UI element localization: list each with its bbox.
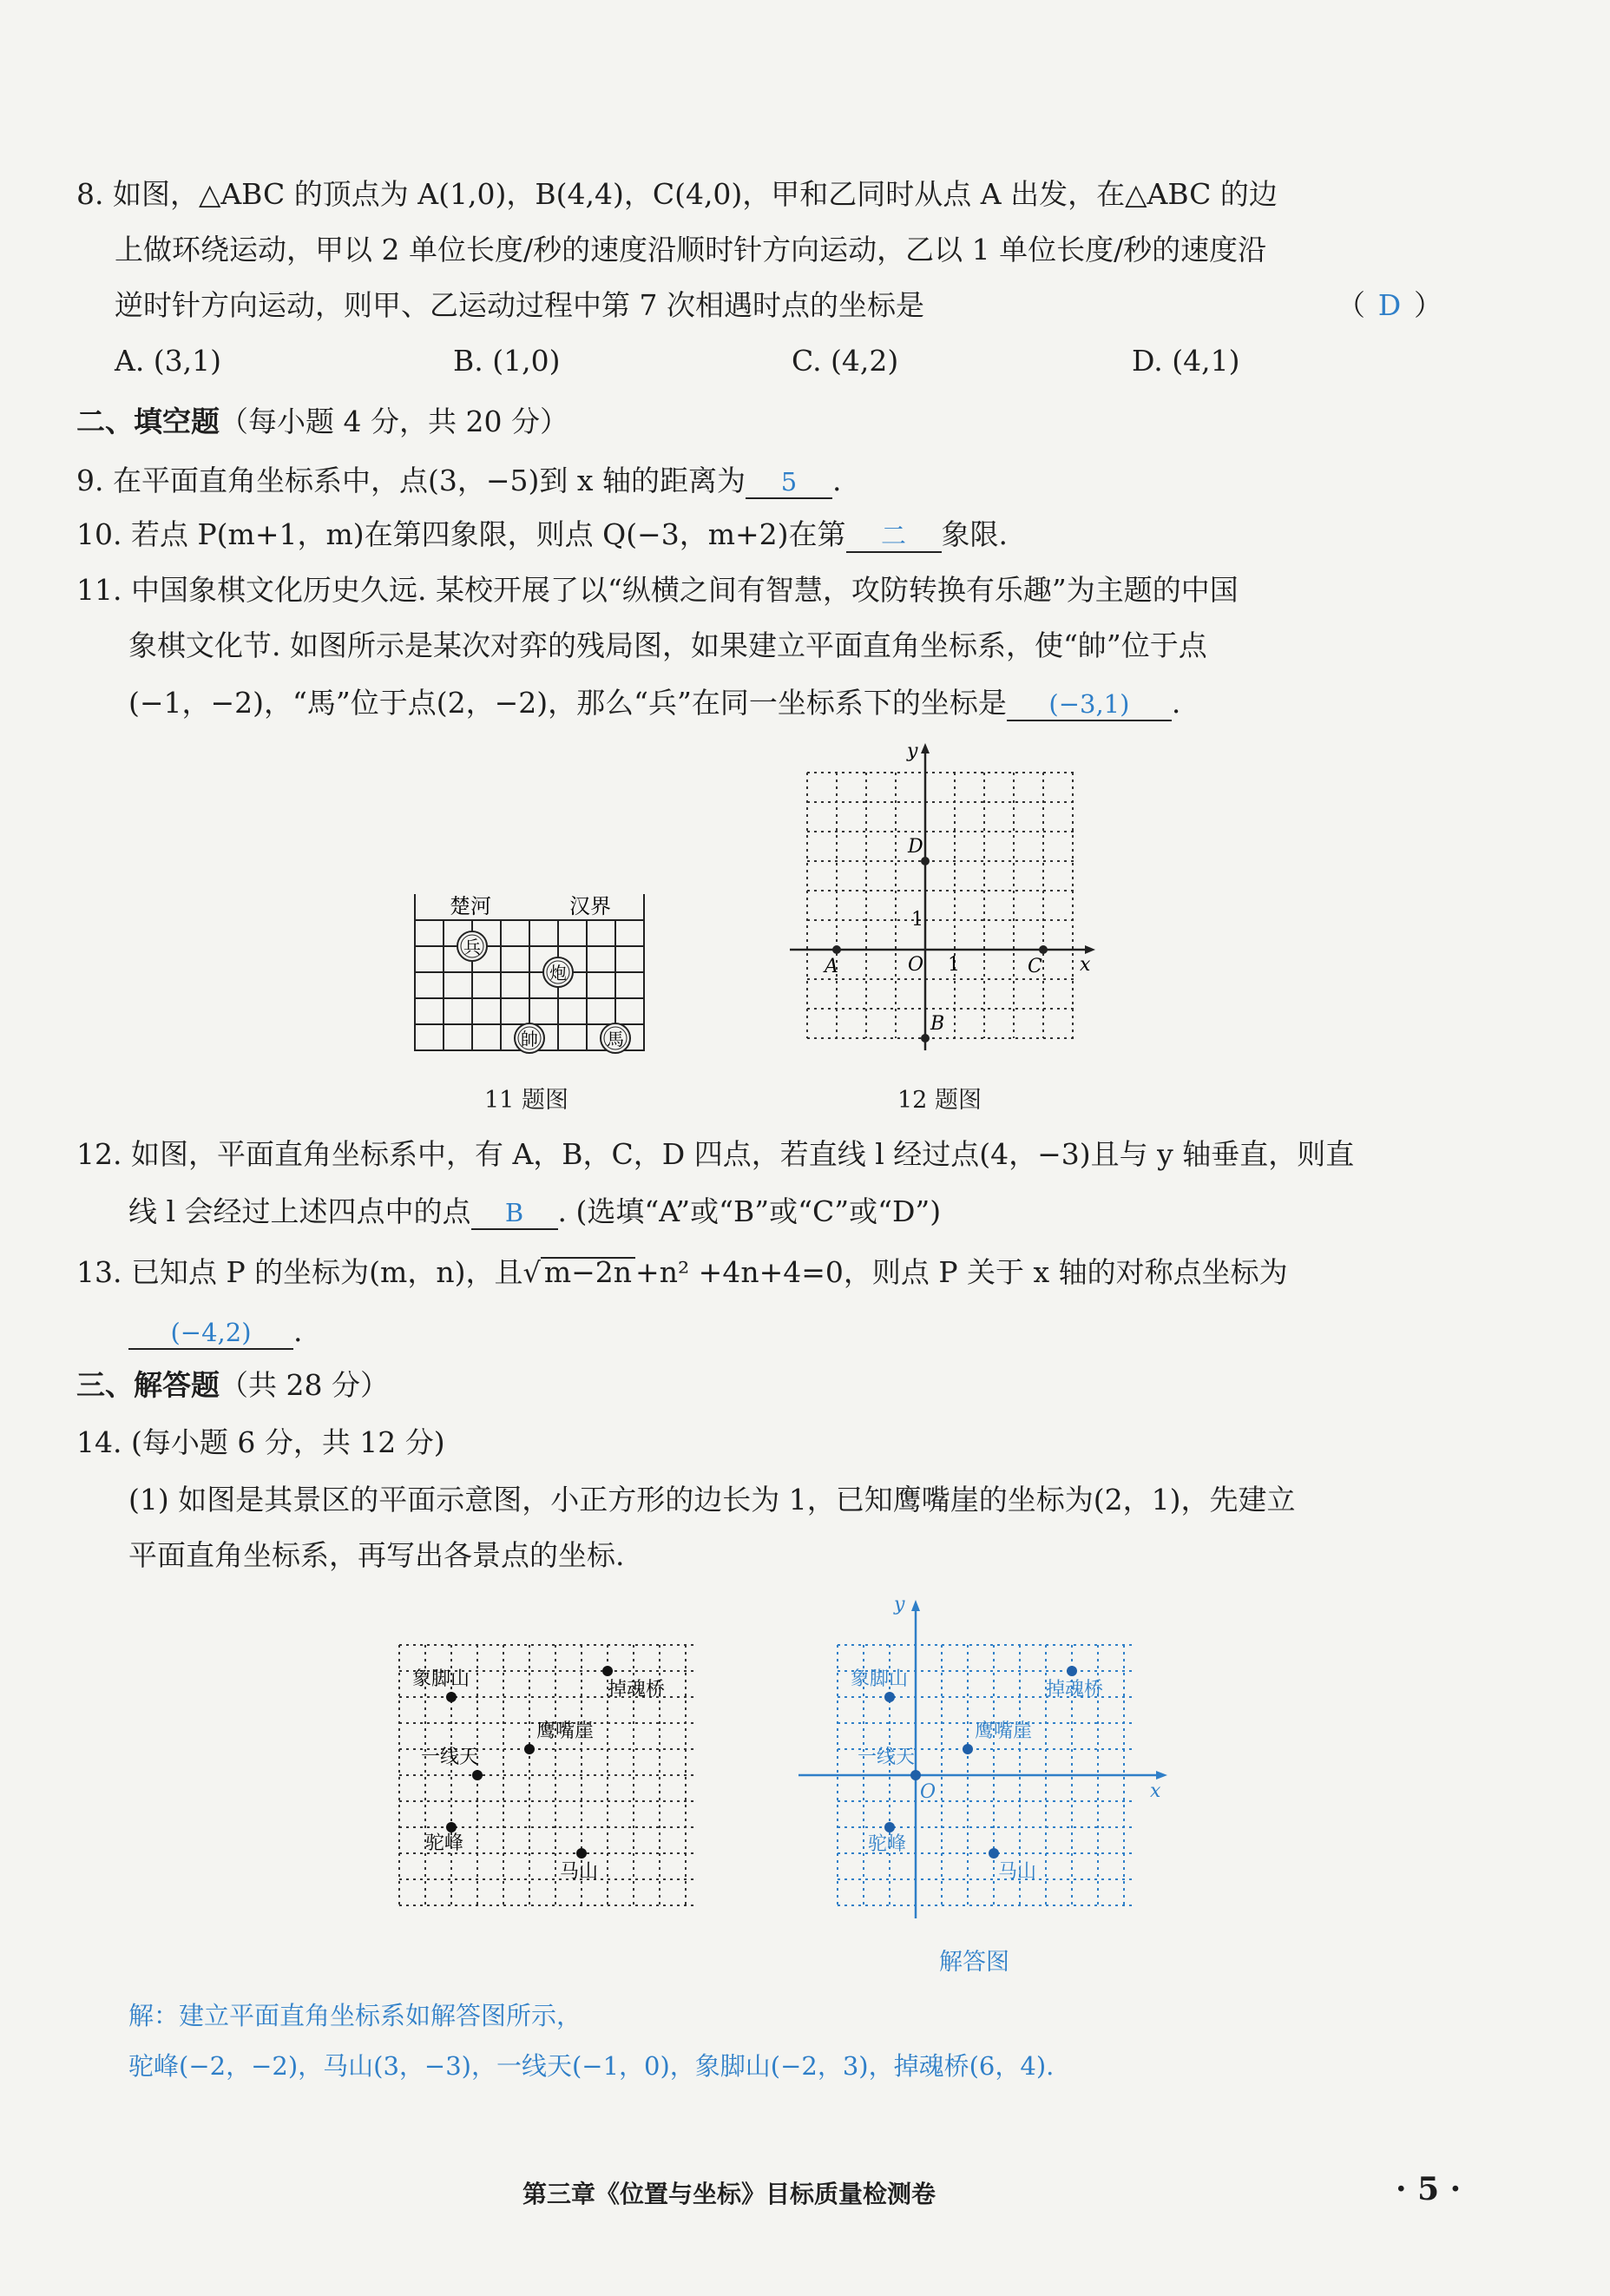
section2-title: 二、填空题 bbox=[76, 405, 220, 438]
q11-line2: 象棋文化节. 如图所示是某次对弈的残局图，如果建立平面直角坐标系，使“帥”位于点 bbox=[128, 628, 1207, 662]
q12-answer: B bbox=[471, 1197, 558, 1230]
q10-end: 象限. bbox=[941, 517, 1009, 551]
q13-text-b: +n² +4n+4=0，则点 P 关于 x 轴的对称点坐标为 bbox=[635, 1255, 1288, 1289]
scenic-yingzui: 鹰嘴崖 bbox=[536, 1720, 595, 1742]
svg-text:炮: 炮 bbox=[549, 963, 567, 984]
answer-yingzui: 鹰嘴崖 bbox=[975, 1720, 1033, 1742]
fig12-point-c bbox=[1039, 945, 1048, 954]
q11-end: . bbox=[1171, 686, 1181, 720]
section2-heading bbox=[76, 405, 568, 439]
fig11-piece-shuai bbox=[515, 1023, 544, 1053]
answer-y-label: y bbox=[894, 1594, 905, 1615]
answer-origin-label: O bbox=[920, 1781, 936, 1803]
q8-option-a: A. (3,1) bbox=[115, 344, 222, 378]
scenic-xiangjiao: 象脚山 bbox=[412, 1668, 470, 1690]
fig11-river-right: 汉界 bbox=[569, 894, 611, 918]
q11-line3-text: (−1，−2)，“馬”位于点(2，−2)，那么“兵”在同一坐标系下的坐标是 bbox=[128, 686, 1007, 720]
q13-line1: 13. 已知点 P 的坐标为(m，n)，且√ m−2n +n² +4n+4=0，则点 P 关于 x 轴的对称点坐标为 bbox=[76, 1255, 1288, 1289]
q8-paren-open: （ bbox=[1337, 288, 1365, 322]
fig12-label-d: D bbox=[908, 836, 923, 858]
scenic-tuofeng-dot bbox=[446, 1822, 457, 1832]
fig11-river-left: 楚河 bbox=[450, 894, 491, 918]
answer-tuofeng-dot bbox=[884, 1822, 895, 1832]
q9-text: 9. 在平面直角坐标系中，点(3，−5)到 x 轴的距离为 bbox=[76, 464, 746, 497]
fig12-origin-label: O bbox=[908, 954, 924, 976]
svg-text:馬: 馬 bbox=[607, 1029, 624, 1049]
fig11-piece-ma bbox=[601, 1023, 630, 1053]
answer-tuofeng: 驼峰 bbox=[868, 1833, 907, 1855]
scenic-mashan: 马山 bbox=[560, 1861, 599, 1883]
answer-yixian: 一线天 bbox=[858, 1747, 916, 1768]
fig12-caption: 12 题图 bbox=[897, 1087, 982, 1114]
section3-note: （共 28 分） bbox=[220, 1368, 389, 1402]
answer-diaohun-dot bbox=[1067, 1666, 1077, 1676]
q13-text-a: 13. 已知点 P 的坐标为(m，n)，且 bbox=[76, 1255, 523, 1289]
scenic-yingzui-dot bbox=[524, 1744, 535, 1754]
scenic-mashan-dot bbox=[576, 1848, 587, 1859]
fig11-piece-bing bbox=[457, 931, 487, 961]
solution-line2: 驼峰(−2，−2)，马山(3，−3)，一线天(−1，0)，象脚山(−2，3)，掉魂桥(6，4). bbox=[128, 2051, 1055, 2081]
answer-yingzui-dot bbox=[963, 1744, 973, 1754]
fig11-chessboard bbox=[408, 877, 660, 1068]
q14-line1: (1) 如图是其景区的平面示意图，小正方形的边长为 1，已知鹰嘴崖的坐标为(2，1)，先建立 bbox=[128, 1483, 1296, 1516]
svg-text:兵: 兵 bbox=[463, 937, 481, 957]
q8-line2: 上做环绕运动，甲以 2 单位长度/秒的速度沿顺时针方向运动，乙以 1 单位长度/秒的速度沿 bbox=[115, 233, 1267, 266]
q10 bbox=[76, 517, 1008, 553]
fig12-label-b: B bbox=[930, 1013, 945, 1035]
fig12-one-y: 1 bbox=[911, 909, 923, 931]
q11-line1: 11. 中国象棋文化历史久远. 某校开展了以“纵横之间有智慧，攻防转换有乐趣”为主题的中国 bbox=[76, 573, 1239, 607]
fig12-point-d bbox=[921, 857, 930, 865]
answer-fig-caption: 解答图 bbox=[939, 1949, 1009, 1976]
scenic-yixian: 一线天 bbox=[421, 1747, 479, 1768]
q14-line2: 平面直角坐标系，再写出各景点的坐标. bbox=[128, 1538, 625, 1572]
answer-map bbox=[785, 1593, 1185, 1923]
q8-answer-paren bbox=[1337, 288, 1442, 323]
fig11-caption: 11 题图 bbox=[484, 1087, 568, 1114]
q10-answer: 二 bbox=[846, 520, 942, 553]
scenic-diaohun-dot bbox=[602, 1666, 613, 1676]
answer-mashan-dot bbox=[989, 1848, 999, 1859]
fig12-label-c: C bbox=[1028, 956, 1042, 977]
q13-line2 bbox=[128, 1314, 303, 1350]
answer-mashan: 马山 bbox=[998, 1861, 1037, 1883]
fig12-x-label: x bbox=[1080, 954, 1091, 976]
fig12-point-b bbox=[921, 1034, 930, 1043]
answer-xiangjiao-dot bbox=[884, 1692, 895, 1702]
scenic-yixian-dot bbox=[472, 1770, 483, 1780]
fig12-y-label: y bbox=[907, 740, 918, 762]
section2-note: （每小题 4 分，共 20 分） bbox=[220, 405, 568, 438]
q12-line1: 12. 如图，平面直角坐标系中，有 A，B，C，D 四点，若直线 l 经过点(4，−3)且与 y 轴垂直，则直 bbox=[76, 1137, 1355, 1171]
q11-line3 bbox=[128, 686, 1180, 721]
fig12-label-a: A bbox=[825, 956, 838, 977]
scenic-xiangjiao-dot bbox=[446, 1692, 457, 1702]
q9-answer: 5 bbox=[746, 466, 832, 499]
q12-line2 bbox=[128, 1194, 941, 1230]
svg-text:帥: 帥 bbox=[521, 1029, 538, 1049]
fig12-grid bbox=[781, 738, 1111, 1059]
q8-option-c: C. (4,2) bbox=[792, 344, 899, 378]
q8-answer: D bbox=[1377, 288, 1402, 322]
q10-text: 10. 若点 P(m+1，m)在第四象限，则点 Q(−3，m+2)在第 bbox=[76, 517, 846, 551]
solution-line1: 解：建立平面直角坐标系如解答图所示， bbox=[128, 2001, 582, 2030]
page-number: · 5 · bbox=[1396, 2171, 1462, 2207]
q8-paren-close: ） bbox=[1414, 288, 1442, 322]
scenic-tuofeng: 驼峰 bbox=[425, 1832, 464, 1854]
q12-line2-b: . (选填“A”或“B”或“C”或“D”) bbox=[557, 1194, 942, 1228]
section3-heading bbox=[76, 1368, 389, 1403]
answer-x-label: x bbox=[1150, 1780, 1161, 1802]
q12-line2-a: 线 l 会经过上述四点中的点 bbox=[128, 1194, 471, 1228]
answer-yixian-dot bbox=[910, 1770, 921, 1780]
q13-end: . bbox=[293, 1314, 303, 1348]
q8-line1: 8. 如图，△ABC 的顶点为 A(1,0)，B(4,4)，C(4,0)，甲和乙同时从点 A 出发，在△ABC 的边 bbox=[76, 177, 1278, 211]
answer-xiangjiao: 象脚山 bbox=[851, 1668, 909, 1690]
q13-sqrt: m−2n bbox=[541, 1257, 635, 1286]
scenic-diaohun: 掉魂桥 bbox=[608, 1679, 666, 1701]
q14-head: 14. (每小题 6 分，共 12 分) bbox=[76, 1425, 445, 1459]
section3-title: 三、解答题 bbox=[76, 1368, 220, 1402]
answer-diaohun: 掉魂桥 bbox=[1046, 1679, 1104, 1701]
scenic-map bbox=[391, 1636, 703, 1923]
q8-option-b: B. (1,0) bbox=[453, 344, 561, 378]
q13-answer: (−4,2) bbox=[128, 1317, 293, 1350]
q8-option-d: D. (4,1) bbox=[1132, 344, 1240, 378]
fig12-point-a bbox=[832, 945, 841, 954]
footer-title: 第三章《位置与坐标》目标质量检测卷 bbox=[522, 2180, 936, 2208]
q9 bbox=[76, 464, 841, 499]
q9-end: . bbox=[831, 464, 842, 497]
q8-line3: 逆时针方向运动，则甲、乙运动过程中第 7 次相遇时点的坐标是 bbox=[115, 288, 924, 322]
q11-answer: (−3,1) bbox=[1007, 688, 1172, 721]
fig11-piece-pao bbox=[543, 957, 573, 987]
fig12-one-x: 1 bbox=[948, 954, 960, 976]
